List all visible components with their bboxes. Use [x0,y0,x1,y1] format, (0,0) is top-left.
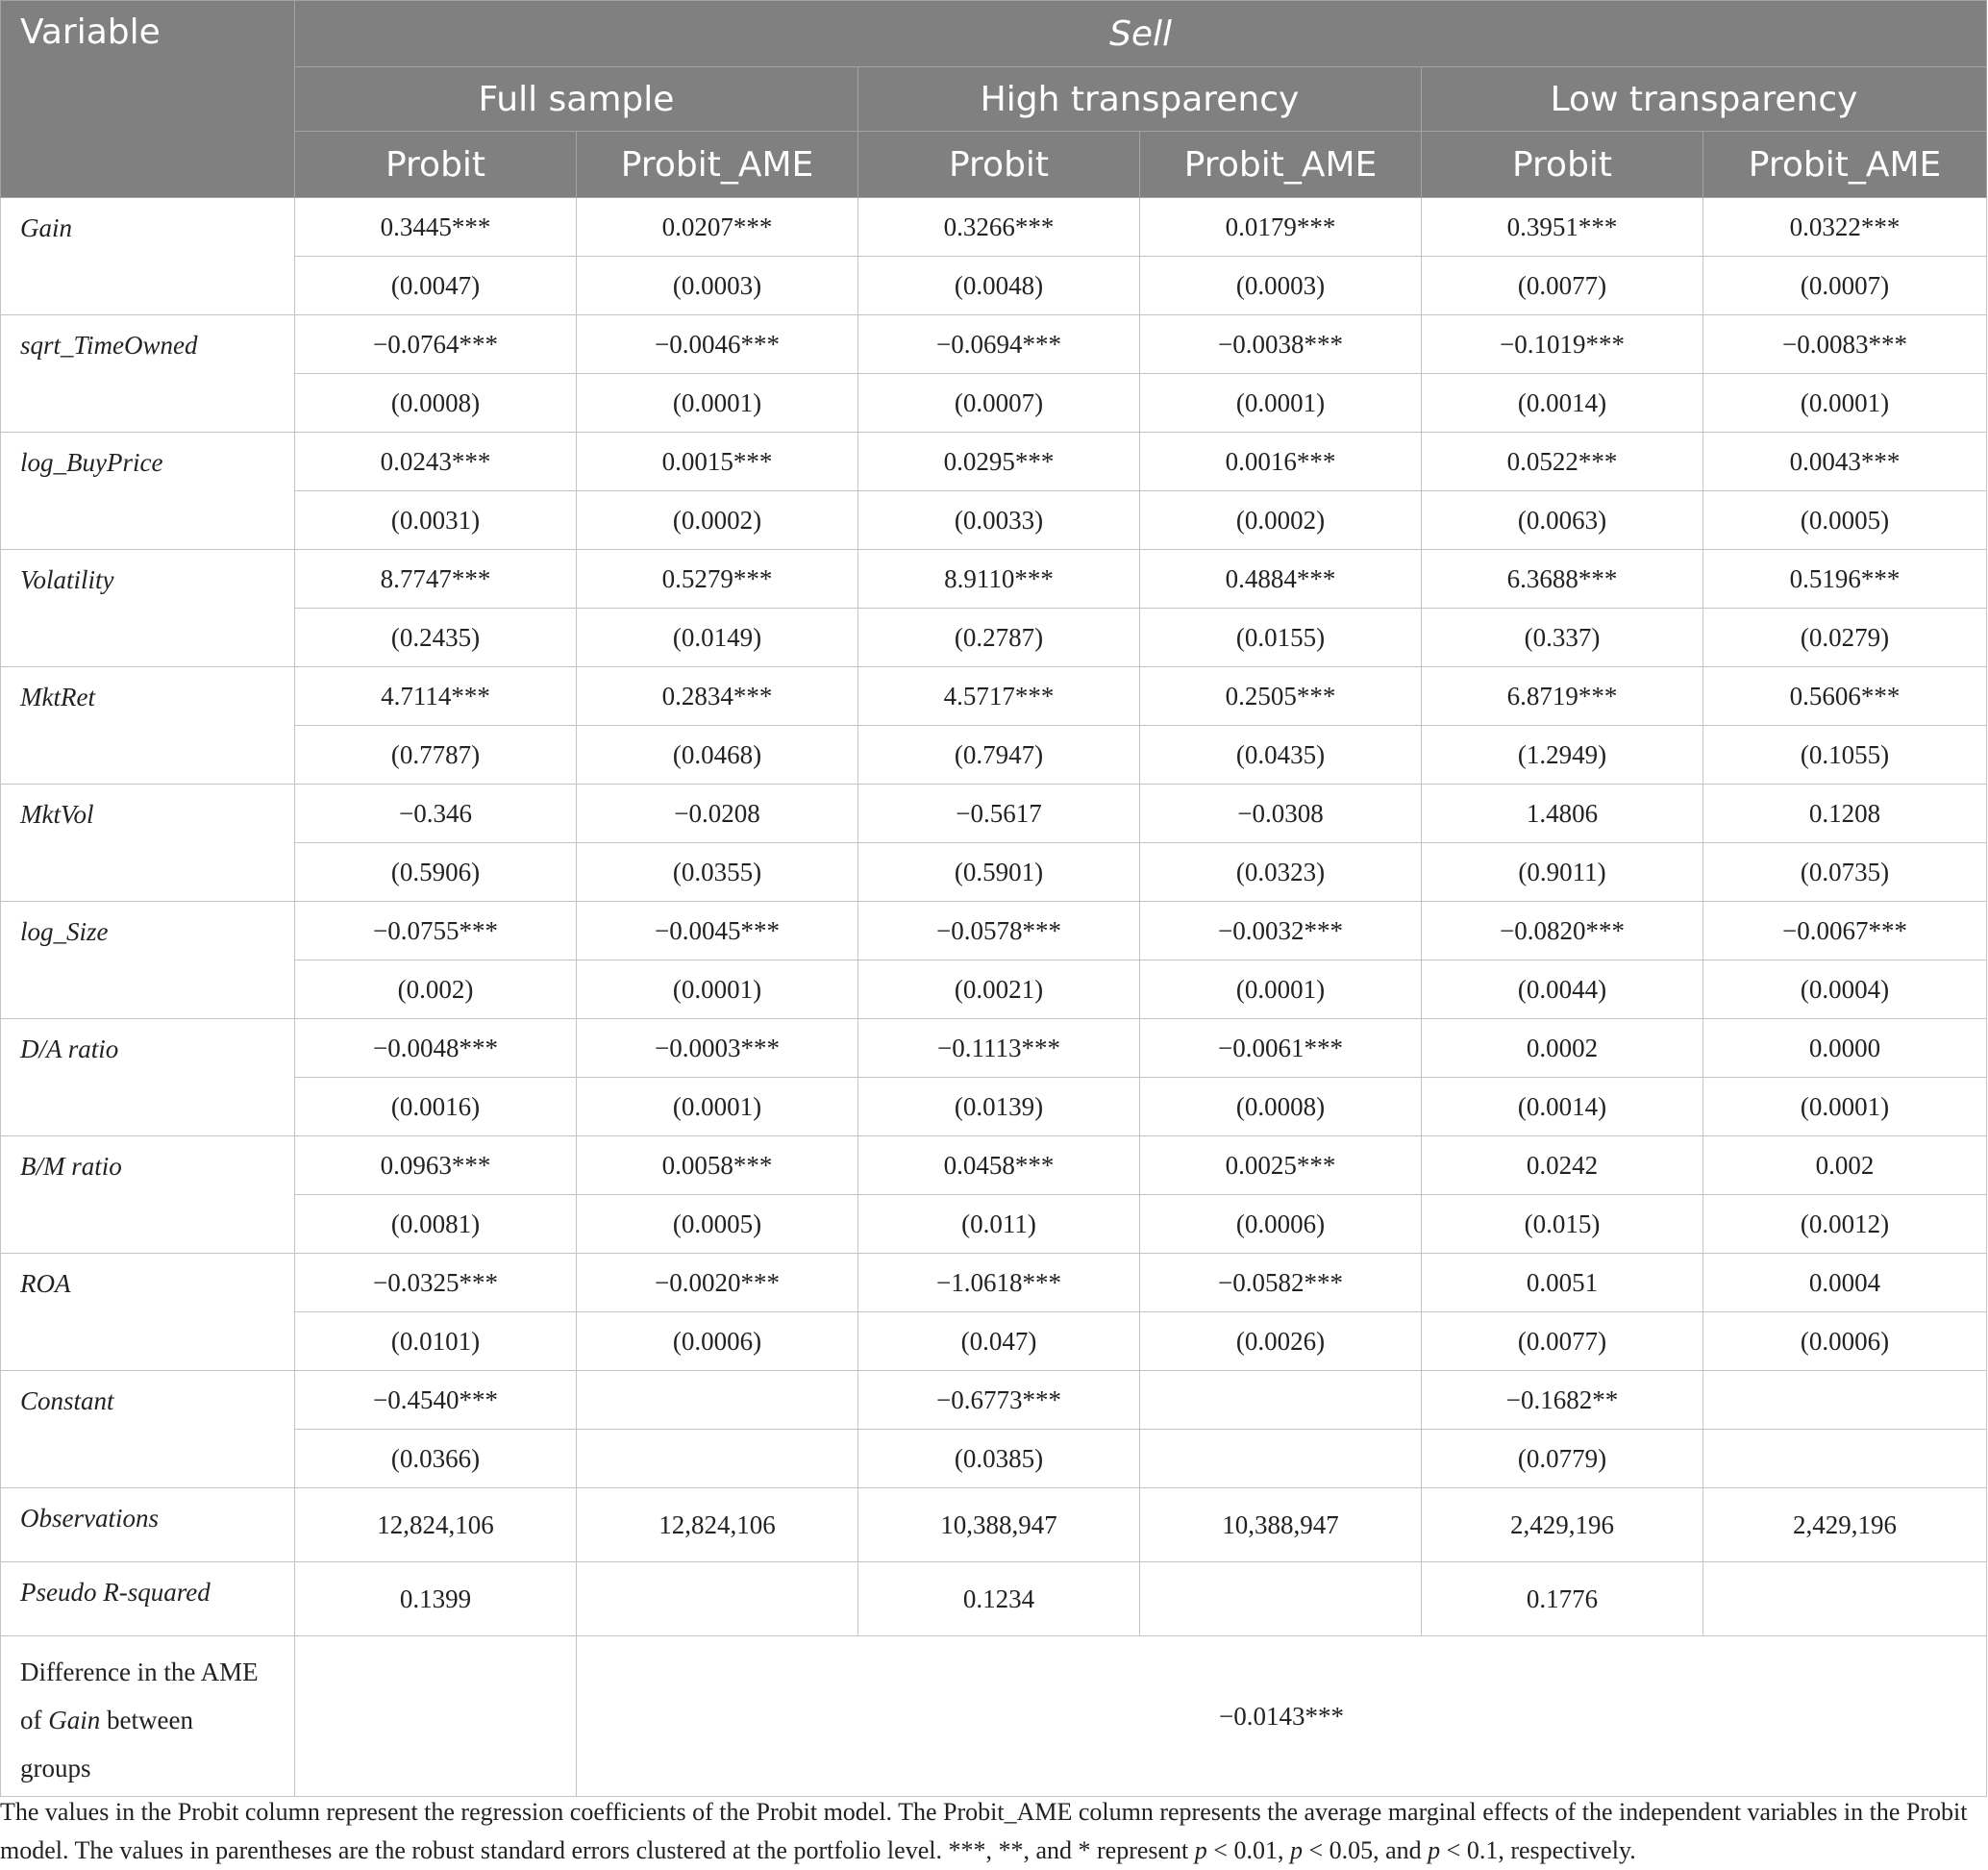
coefficient-cell: −0.0820*** [1422,902,1703,960]
coefficient-cell: −0.0694*** [858,315,1140,374]
variable-header: Variable [1,1,295,198]
coefficient-cell: 0.0242 [1422,1136,1703,1195]
coefficient-cell: −0.0764*** [295,315,577,374]
sell-header: Sell [295,1,1987,67]
value-cell: 0.1776 [1422,1562,1703,1636]
table-row [1,433,1987,491]
coefficient-cell: −0.0067*** [1703,902,1987,960]
coefficient-cell: −0.4540*** [295,1371,577,1430]
table-body [1,198,1987,1797]
table-row [1,843,1987,902]
standard-error-cell: (0.1055) [1703,726,1987,785]
value-cell: 12,824,106 [577,1488,858,1562]
table-row [1,491,1987,550]
value-cell [1703,1562,1987,1636]
standard-error-cell: (0.0001) [1703,374,1987,433]
standard-error-cell: (0.0077) [1422,257,1703,315]
footnote-p-symbol: p [1194,1836,1207,1864]
value-cell: 0.1399 [295,1562,577,1636]
coefficient-cell: 0.0015*** [577,433,858,491]
table-row [1,785,1987,843]
variable-name: Gain [1,198,295,315]
footnote-text: < 0.05, and [1302,1836,1429,1864]
table-row [1,1078,1987,1136]
coefficient-cell: −0.0032*** [1140,902,1422,960]
coefficient-cell: 0.0043*** [1703,433,1987,491]
table-row [1,902,1987,960]
difference-row [1,1636,1987,1797]
standard-error-cell: (0.0366) [295,1430,577,1488]
table-row [1,550,1987,609]
standard-error-cell: (0.0435) [1140,726,1422,785]
standard-error-cell: (0.0016) [295,1078,577,1136]
coefficient-cell: 0.0207*** [577,198,858,257]
standard-error-cell: (0.0002) [1140,491,1422,550]
coefficient-cell: 0.0458*** [858,1136,1140,1195]
standard-error-cell: (0.0077) [1422,1312,1703,1371]
model-header: Probit [295,132,577,198]
standard-error-cell: (0.0779) [1422,1430,1703,1488]
standard-error-cell: (0.0149) [577,609,858,667]
coefficient-cell: 6.3688*** [1422,550,1703,609]
standard-error-cell: (0.0003) [577,257,858,315]
standard-error-cell: (0.0007) [1703,257,1987,315]
value-cell: 12,824,106 [295,1488,577,1562]
value-cell: 0.1234 [858,1562,1140,1636]
coefficient-cell: −0.0755*** [295,902,577,960]
coefficient-cell: 0.0002 [1422,1019,1703,1078]
table-row [1,315,1987,374]
model-header: Probit [1422,132,1703,198]
standard-error-cell [1140,1430,1422,1488]
coefficient-cell: 0.0243*** [295,433,577,491]
coefficient-cell: 0.2834*** [577,667,858,726]
coefficient-cell: 0.2505*** [1140,667,1422,726]
standard-error-cell: (0.0139) [858,1078,1140,1136]
coefficient-cell: −0.6773*** [858,1371,1140,1430]
difference-label-line: Difference in the AME [20,1658,259,1686]
coefficient-cell: 0.0179*** [1140,198,1422,257]
standard-error-cell: (0.0101) [295,1312,577,1371]
coefficient-cell: 0.0000 [1703,1019,1987,1078]
variable-name: B/M ratio [1,1136,295,1254]
table-row [1,374,1987,433]
coefficient-cell: −0.5617 [858,785,1140,843]
standard-error-cell: (0.9011) [1422,843,1703,902]
coefficient-cell: 0.5196*** [1703,550,1987,609]
standard-error-cell: (0.011) [858,1195,1140,1254]
variable-name: sqrt_TimeOwned [1,315,295,433]
standard-error-cell: (0.0006) [577,1312,858,1371]
standard-error-cell: (0.0006) [1703,1312,1987,1371]
standard-error-cell: (0.7947) [858,726,1140,785]
variable-name: Volatility [1,550,295,667]
difference-label [1,1636,295,1797]
standard-error-cell: (0.015) [1422,1195,1703,1254]
coefficient-cell: 0.1208 [1703,785,1987,843]
value-cell: 2,429,196 [1703,1488,1987,1562]
coefficient-cell: 0.3266*** [858,198,1140,257]
standard-error-cell: (0.0008) [295,374,577,433]
value-cell: 10,388,947 [1140,1488,1422,1562]
group-header-low-transparency: Low transparency [1422,67,1987,132]
value-cell: 2,429,196 [1422,1488,1703,1562]
variable-name: ROA [1,1254,295,1371]
standard-error-cell: (0.0014) [1422,374,1703,433]
variable-name: MktVol [1,785,295,902]
coefficient-cell: 0.0295*** [858,433,1140,491]
coefficient-cell: −0.0208 [577,785,858,843]
table-row [1,667,1987,726]
footnote-p-symbol: p [1428,1836,1441,1864]
variable-name: MktRet [1,667,295,785]
table-row [1,198,1987,257]
standard-error-cell: (0.0004) [1703,960,1987,1019]
model-header: Probit [858,132,1140,198]
coefficient-cell [577,1371,858,1430]
model-header: Probit_AME [577,132,858,198]
coefficient-cell: 6.8719*** [1422,667,1703,726]
standard-error-cell: (0.0014) [1422,1078,1703,1136]
table-row [1,1312,1987,1371]
standard-error-cell: (0.7787) [295,726,577,785]
value-cell [577,1562,858,1636]
coefficient-cell: −0.0045*** [577,902,858,960]
standard-error-cell: (0.0002) [577,491,858,550]
standard-error-cell: (0.2435) [295,609,577,667]
coefficient-cell: −0.1682** [1422,1371,1703,1430]
coefficient-cell: 0.4884*** [1140,550,1422,609]
coefficient-cell: −0.346 [295,785,577,843]
standard-error-cell: (0.0033) [858,491,1140,550]
difference-label-line: between [100,1706,193,1734]
variable-name: Constant [1,1371,295,1488]
table-row [1,726,1987,785]
coefficient-cell: −0.0582*** [1140,1254,1422,1312]
standard-error-cell: (0.0003) [1140,257,1422,315]
coefficient-cell: 0.5279*** [577,550,858,609]
coefficient-cell: 0.0322*** [1703,198,1987,257]
variable-name: log_BuyPrice [1,433,295,550]
coefficient-cell: 0.0051 [1422,1254,1703,1312]
coefficient-cell [1703,1371,1987,1430]
standard-error-cell: (0.0005) [577,1195,858,1254]
difference-label-line: groups [20,1754,91,1783]
coefficient-cell: 0.3445*** [295,198,577,257]
standard-error-cell: (0.5906) [295,843,577,902]
model-header: Probit_AME [1703,132,1987,198]
observations-row [1,1488,1987,1562]
coefficient-cell: −0.0083*** [1703,315,1987,374]
model-header: Probit_AME [1140,132,1422,198]
standard-error-cell: (0.0031) [295,491,577,550]
coefficient-cell: 4.7114*** [295,667,577,726]
standard-error-cell: (1.2949) [1422,726,1703,785]
footnote-text: The values in the Probit column represent the regression coefficients of the Probit model. The Probit_AME column represents the average marginal effects of the independent variables in the Probit model. The values in parentheses are the robust standard errors clustered at the portfolio level. ***, **, and * represent [0,1798,1968,1864]
coefficient-cell: 0.0058*** [577,1136,858,1195]
coefficient-cell: −0.0048*** [295,1019,577,1078]
difference-label-gain: Gain [48,1706,101,1734]
footnote-text: < 0.1, respectively. [1440,1836,1636,1864]
standard-error-cell: (0.0355) [577,843,858,902]
variable-name: Observations [1,1488,295,1562]
standard-error-cell: (0.0385) [858,1430,1140,1488]
standard-error-cell: (0.0005) [1703,491,1987,550]
table-row [1,1019,1987,1078]
standard-error-cell: (0.0001) [1140,374,1422,433]
standard-error-cell: (0.5901) [858,843,1140,902]
coefficient-cell: −0.0003*** [577,1019,858,1078]
standard-error-cell: (0.0081) [295,1195,577,1254]
difference-value: −0.0143*** [577,1636,1987,1797]
variable-name: Pseudo R-squared [1,1562,295,1636]
coefficient-cell: 0.002 [1703,1136,1987,1195]
standard-error-cell: (0.337) [1422,609,1703,667]
group-header-full-sample: Full sample [295,67,858,132]
pseudo-r-squared-row [1,1562,1987,1636]
standard-error-cell: (0.0007) [858,374,1140,433]
standard-error-cell: (0.047) [858,1312,1140,1371]
empty-cell [295,1636,577,1797]
standard-error-cell: (0.0279) [1703,609,1987,667]
standard-error-cell: (0.0044) [1422,960,1703,1019]
coefficient-cell [1140,1371,1422,1430]
coefficient-cell: −0.0578*** [858,902,1140,960]
standard-error-cell [1703,1430,1987,1488]
variable-name: log_Size [1,902,295,1019]
coefficient-cell: 0.3951*** [1422,198,1703,257]
table-row [1,1371,1987,1430]
coefficient-cell: 0.0016*** [1140,433,1422,491]
standard-error-cell: (0.0026) [1140,1312,1422,1371]
table-footnote [0,1793,1980,1870]
coefficient-cell: 4.5717*** [858,667,1140,726]
table-row [1,1254,1987,1312]
footnote-text: < 0.01, [1206,1836,1290,1864]
variable-name: D/A ratio [1,1019,295,1136]
coefficient-cell: 0.5606*** [1703,667,1987,726]
standard-error-cell: (0.0001) [1140,960,1422,1019]
standard-error-cell: (0.0001) [577,960,858,1019]
standard-error-cell: (0.0323) [1140,843,1422,902]
coefficient-cell: −1.0618*** [858,1254,1140,1312]
standard-error-cell: (0.0735) [1703,843,1987,902]
standard-error-cell: (0.002) [295,960,577,1019]
coefficient-cell: −0.1113*** [858,1019,1140,1078]
table-header [1,1,1987,198]
standard-error-cell: (0.0047) [295,257,577,315]
coefficient-cell: −0.0325*** [295,1254,577,1312]
value-cell: 10,388,947 [858,1488,1140,1562]
table-row [1,960,1987,1019]
coefficient-cell: −0.0020*** [577,1254,858,1312]
standard-error-cell: (0.0001) [577,1078,858,1136]
table-row [1,609,1987,667]
table-row [1,257,1987,315]
standard-error-cell [577,1430,858,1488]
table-row [1,1136,1987,1195]
coefficient-cell: 0.0025*** [1140,1136,1422,1195]
standard-error-cell: (0.0155) [1140,609,1422,667]
coefficient-cell: 0.0963*** [295,1136,577,1195]
standard-error-cell: (0.0006) [1140,1195,1422,1254]
standard-error-cell: (0.0021) [858,960,1140,1019]
standard-error-cell: (0.0468) [577,726,858,785]
value-cell [1140,1562,1422,1636]
coefficient-cell: −0.0038*** [1140,315,1422,374]
table-row [1,1430,1987,1488]
coefficient-cell: 0.0522*** [1422,433,1703,491]
coefficient-cell: 0.0004 [1703,1254,1987,1312]
standard-error-cell: (0.0012) [1703,1195,1987,1254]
table-row [1,1195,1987,1254]
difference-label-line: of [20,1706,49,1734]
coefficient-cell: −0.0046*** [577,315,858,374]
coefficient-cell: 8.9110*** [858,550,1140,609]
coefficient-cell: −0.1019*** [1422,315,1703,374]
standard-error-cell: (0.0001) [1703,1078,1987,1136]
coefficient-cell: −0.0308 [1140,785,1422,843]
standard-error-cell: (0.2787) [858,609,1140,667]
standard-error-cell: (0.0008) [1140,1078,1422,1136]
coefficient-cell: 1.4806 [1422,785,1703,843]
footnote-p-symbol: p [1289,1836,1303,1864]
coefficient-cell: −0.0061*** [1140,1019,1422,1078]
standard-error-cell: (0.0063) [1422,491,1703,550]
coefficient-cell: 8.7747*** [295,550,577,609]
group-header-high-transparency: High transparency [858,67,1422,132]
standard-error-cell: (0.0048) [858,257,1140,315]
standard-error-cell: (0.0001) [577,374,858,433]
